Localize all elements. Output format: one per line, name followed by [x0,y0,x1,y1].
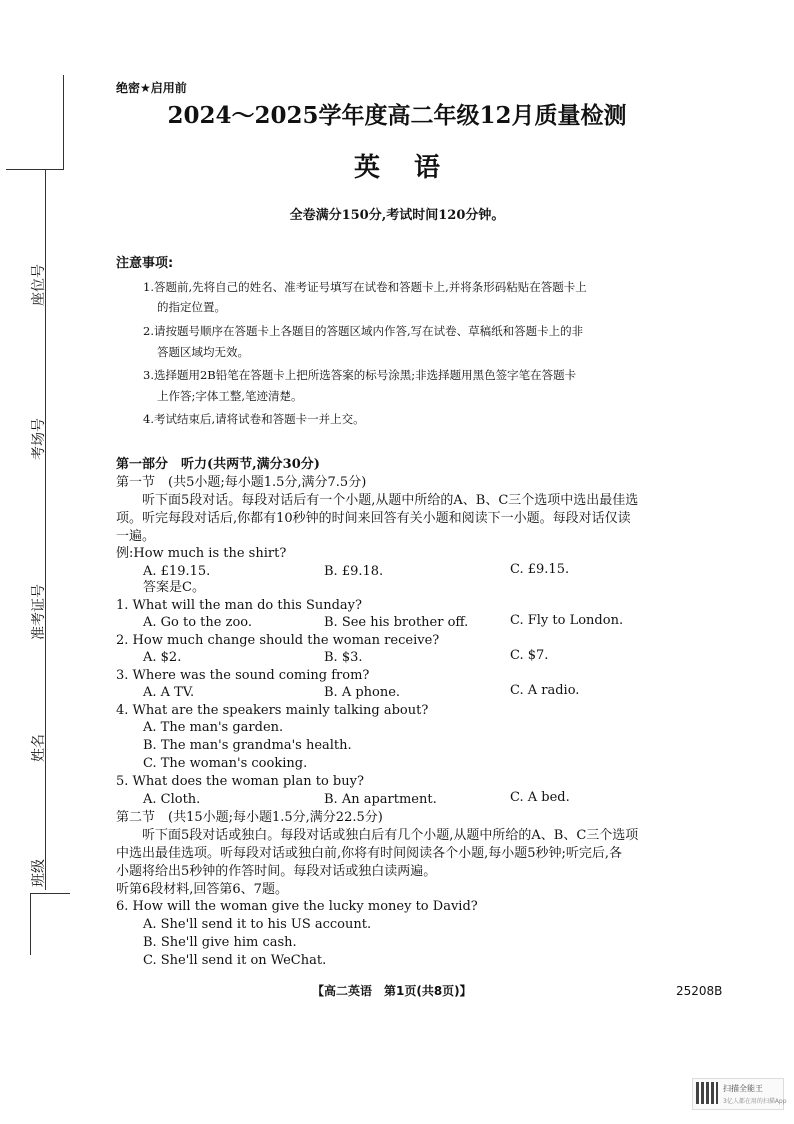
question-3-option-a: A. A TV. [143,685,195,700]
section1-instruction: 一遍。 [116,529,156,544]
notice-line: 4.考试结束后,请将试卷和答题卡一并上交。 [143,412,365,426]
example-option-b: B. £9.18. [324,564,384,579]
question-5-option-a: A. Cloth. [143,792,201,807]
admission-number-label: 准考证号 [31,584,47,640]
section1-heading: 第一节 (共5小题;每小题1.5分,满分7.5分) [116,475,367,490]
question-2-option-c: C. $7. [510,648,549,663]
question-2-option-b: B. $3. [324,650,363,665]
notice-line: 答题区域均无效。 [157,345,249,359]
question-4-option-a: A. The man's garden. [143,720,284,735]
question-5-option-b: B. An apartment. [324,792,437,807]
confidential-label: 绝密★启用前 [116,81,187,95]
example-option-a: A. £19.15. [143,564,211,579]
notice-line: 的指定位置。 [157,300,226,314]
section2-instruction: 中选出最佳选项。听每段对话或独白前,你将有时间阅读各个小题,每小题5秒钟;听完后,各 [116,846,623,861]
question-3: 3. Where was the sound coming from? [116,668,370,683]
question-1-option-b: B. See his brother off. [324,615,469,630]
question-1-option-c: C. Fly to London. [510,613,624,628]
section2-heading: 第二节 (共15小题;每小题1.5分,满分22.5分) [116,810,383,825]
scanner-watermark [692,1078,787,1110]
binding-border-bottom [30,893,70,955]
question-4-option-c: C. The woman's cooking. [143,756,308,771]
page-footer: 【高二英语 第1页(共8页)】 [312,984,472,998]
class-label: 班级 [31,859,47,887]
question-6-option-c: C. She'll send it on WeChat. [143,953,327,968]
seat-number-label: 座位号 [31,264,47,306]
notice-heading: 注意事项: [116,256,174,271]
question-2: 2. How much change should the woman receive? [116,633,440,648]
section2-instruction: 听下面5段对话或独白。每段对话或独白后有几个小题,从题中所给的A、B、C三个选项 [142,828,639,843]
watermark-title: 扫描全能王 [723,1084,763,1093]
notice-line: 3.选择题用2B铅笔在答题卡上把所选答案的标号涂黑;非选择题用黑色签字笔在答题卡 [143,368,577,382]
question-6-option-b: B. She'll give him cash. [143,935,297,950]
exam-title: 2024～2025学年度高二年级12月质量检测 [167,102,627,129]
paper-code: 25208B [676,984,723,998]
question-5-option-c: C. A bed. [510,790,570,805]
exam-room-label: 考场号 [31,418,47,460]
section1-instruction: 项。听完每段对话后,你都有10秒钟的时间来回答有关小题和阅读下一小题。每段对话仅读 [116,511,631,526]
section1-instruction: 听下面5段对话。每段对话后有一个小题,从题中所给的A、B、C三个选项中选出最佳选 [142,493,639,508]
question-1-option-a: A. Go to the zoo. [143,615,253,630]
material-note: 听第6段材料,回答第6、7题。 [116,882,288,897]
question-2-option-a: A. $2. [143,650,182,665]
name-label: 姓名 [31,734,47,762]
question-1: 1. What will the man do this Sunday? [116,598,362,613]
question-3-option-c: C. A radio. [510,683,580,698]
question-5: 5. What does the woman plan to buy? [116,774,364,789]
qr-code-icon [696,1082,718,1104]
part1-heading: 第一部分 听力(共两节,满分30分) [116,457,320,472]
notice-line: 2.请按题号顺序在答题卡上各题目的答题区域内作答,写在试卷、草稿纸和答题卡上的非 [143,324,584,338]
exam-info: 全卷满分150分,考试时间120分钟。 [289,208,505,223]
example-option-c: C. £9.15. [510,562,570,577]
question-3-option-b: B. A phone. [324,685,401,700]
question-4-option-b: B. The man's grandma's health. [143,738,352,753]
subject-title: 英语 [353,153,474,183]
example-answer: 答案是C。 [143,580,205,595]
section2-instruction: 小题将给出5秒钟的作答时间。每段对话或独白读两遍。 [116,864,437,879]
question-6-option-a: A. She'll send it to his US account. [143,917,372,932]
question-6: 6. How will the woman give the lucky money to David? [116,899,478,914]
example-question: 例:How much is the shirt? [116,546,287,561]
notice-line: 上作答;字体工整,笔迹清楚。 [157,389,303,403]
notice-line: 1.答题前,先将自己的姓名、准考证号填写在试卷和答题卡上,并将条形码粘贴在答题卡上 [143,280,587,294]
question-4: 4. What are the speakers mainly talking about? [116,703,429,718]
watermark-subtitle: 3亿人都在用的扫描App [723,1098,787,1105]
